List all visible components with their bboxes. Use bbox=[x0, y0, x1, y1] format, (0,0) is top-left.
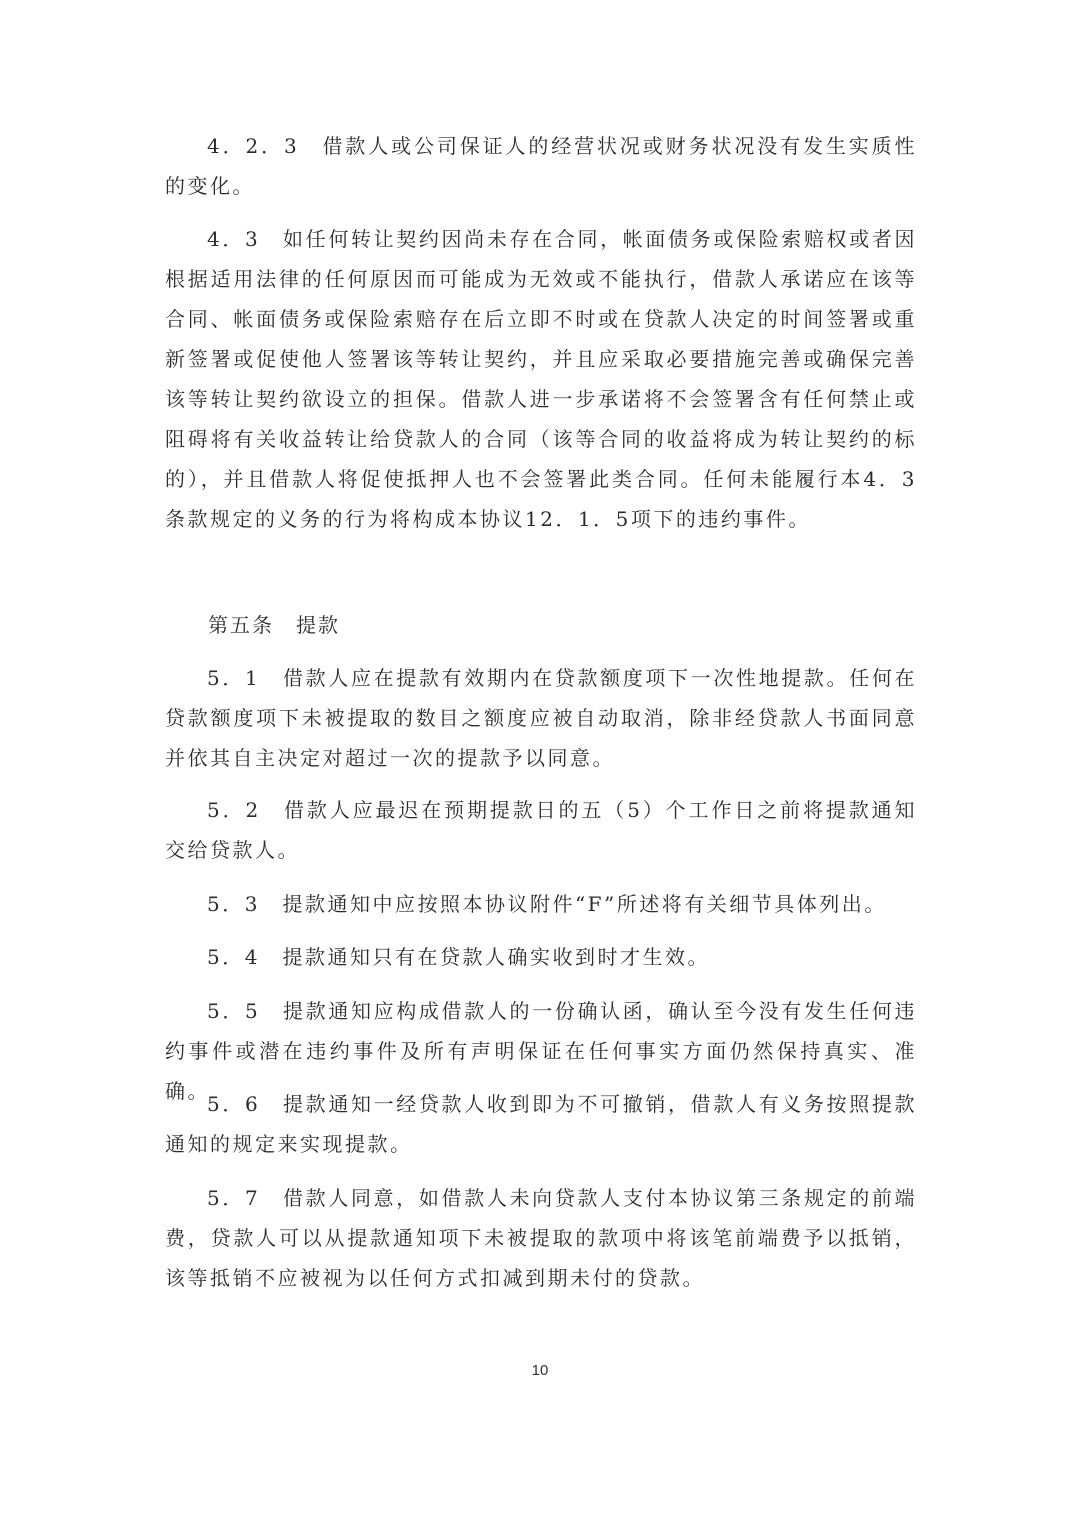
clause-5-6: 5．6 提款通知一经贷款人收到即为不可撤销，借款人有义务按照提款通知的规定来实现提款。 bbox=[165, 1092, 917, 1156]
clause-5-1: 5．1 借款人应在提款有效期内在贷款额度项下一次性地提款。任何在贷款额度项下未被提取的数目之额度应被自动取消，除非经贷款人书面同意并依其自主决定对超过一次的提款予以同意。 bbox=[165, 666, 917, 770]
page-number: 10 bbox=[531, 1362, 549, 1379]
clause-4-2-3: 4．2．3 借款人或公司保证人的经营状况或财务状况没有发生实质性的变化。 bbox=[165, 134, 917, 198]
clause-4-3: 4．3 如任何转让契约因尚未存在合同，帐面债务或保险索赔权或者因根据适用法律的任何原因而可能成为无效或不能执行，借款人承诺应在该等合同、帐面债务或保险索赔存在后立即不时或在贷款人决定的时间签署或重新签署或促使他人签署该等转让契约，并且应采取必要措施完善或确保完善该等转让契约欲设立的担保。借款人进一步承诺将不会签署含有任何禁止或阻碍将有关收益转让给贷款人的合同（该等合同的收益将成为转让契约的标的），并且借款人将促使抵押人也不会签署此类合同。任何未能履行本4．3条款规定的义务的行为将构成本协议12．1．5项下的违约事件。 bbox=[165, 227, 917, 531]
clause-5-3: 5．3 提款通知中应按照本协议附件“F”所述将有关细节具体列出。 bbox=[207, 892, 887, 916]
clause-5-4: 5．4 提款通知只有在贷款人确实收到时才生效。 bbox=[207, 945, 710, 969]
article-heading: 第五条 提款 bbox=[208, 613, 340, 637]
clause-5-7: 5．7 借款人同意，如借款人未向贷款人支付本协议第三条规定的前端费，贷款人可以从提款通知项下未被提取的款项中将该笔前端费予以抵销，该等抵销不应被视为以任何方式扣减到期未付的贷款。 bbox=[165, 1186, 917, 1290]
clause-5-2: 5．2 借款人应最迟在预期提款日的五（5）个工作日之前将提款通知交给贷款人。 bbox=[165, 798, 917, 862]
clause-5-5: 5．5 提款通知应构成借款人的一份确认函，确认至今没有发生任何违约事件或潜在违约事件及所有声明保证在任何事实方面仍然保持真实、准确。 bbox=[165, 999, 917, 1103]
